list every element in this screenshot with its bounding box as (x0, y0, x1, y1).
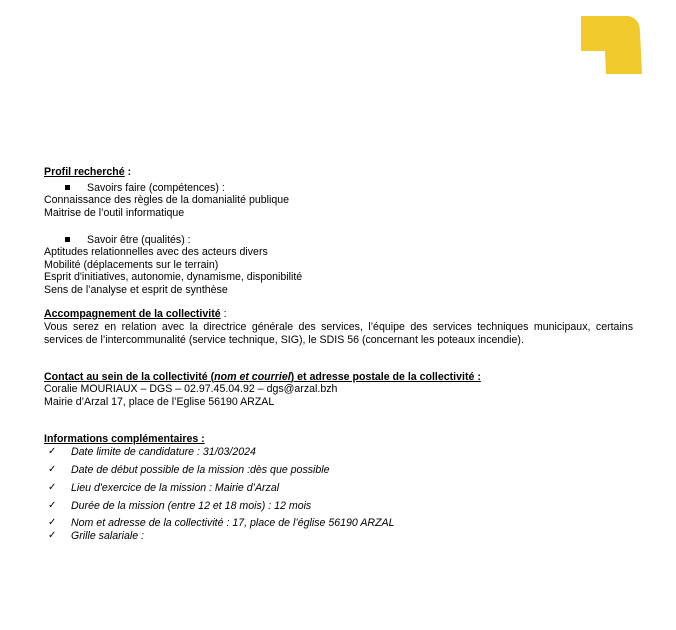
info-item-text: Date de début possible de la mission :dès que possible (71, 464, 330, 476)
info-item-text: Date limite de candidature : 31/03/2024 (71, 446, 256, 458)
contact-heading-italic: nom et courriel (214, 371, 291, 383)
square-bullet-icon (65, 237, 70, 242)
info-item-text: Lieu d'exercice de la mission : Mairie d’Arzal (71, 482, 280, 494)
savoir-etre-item: Mobilité (déplacements sur le terrain) (44, 259, 219, 271)
accompagnement-heading (44, 308, 227, 321)
square-bullet-icon (65, 185, 70, 190)
info-item-text: Nom et adresse de la collectivité : 17, place de l’église 56190 ARZAL (71, 517, 395, 529)
checkmark-icon: ✓ (48, 530, 57, 541)
contact-line-name: Coralie MOURIAUX – DGS – 02.97.45.04.92 – dgs@arzal.bzh (44, 383, 338, 395)
profil-heading (44, 166, 131, 179)
checkmark-icon: ✓ (48, 446, 57, 457)
infos-heading: Informations complémentaires : (44, 433, 205, 445)
logo-shape (581, 16, 642, 74)
savoir-faire-item: Maitrise de l’outil informatique (44, 207, 185, 219)
checkmark-icon: ✓ (48, 482, 57, 493)
savoir-etre-label-text: Savoir être (qualités) : (87, 234, 191, 246)
savoir-faire-item: Connaissance des règles de la domanialité publique (44, 194, 289, 206)
accompagnement-heading-suffix: : (220, 308, 227, 320)
contact-heading-part2: ) et adresse postale de la collectivité : (290, 371, 481, 383)
info-item-text: Grille salariale : (71, 530, 145, 542)
contact-heading (44, 371, 481, 384)
savoir-etre-item: Esprit d'initiatives, autonomie, dynamisme, disponibilité (44, 271, 303, 283)
checkmark-icon: ✓ (48, 464, 57, 475)
accompagnement-text: Vous serez en relation avec la directrice générale des services, l’équipe des services techniques municipaux, certains services de l’intercommunalité (service technique, SIG), le SDIS 56 (concernant les poteaux incendie). (44, 321, 633, 346)
info-item-text: Durée de la mission (entre 12 et 18 mois) : 12 mois (71, 500, 312, 512)
accompagnement-heading-text: Accompagnement de la collectivité (44, 308, 221, 320)
corner-logo-icon (578, 15, 644, 76)
savoir-etre-item: Sens de l’analyse et esprit de synthèse (44, 284, 228, 296)
profil-heading-text: Profil recherché (44, 166, 125, 178)
checkmark-icon: ✓ (48, 500, 57, 511)
savoir-etre-item: Aptitudes relationnelles avec des acteurs divers (44, 246, 268, 258)
contact-heading-part1: Contact au sein de la collectivité ( (44, 371, 215, 383)
contact-line-address: Mairie d’Arzal 17, place de l’Eglise 56190 ARZAL (44, 396, 275, 408)
checkmark-icon: ✓ (48, 517, 57, 528)
profil-heading-suffix: : (124, 166, 132, 178)
savoir-faire-label-text: Savoirs faire (compétences) : (87, 182, 225, 194)
